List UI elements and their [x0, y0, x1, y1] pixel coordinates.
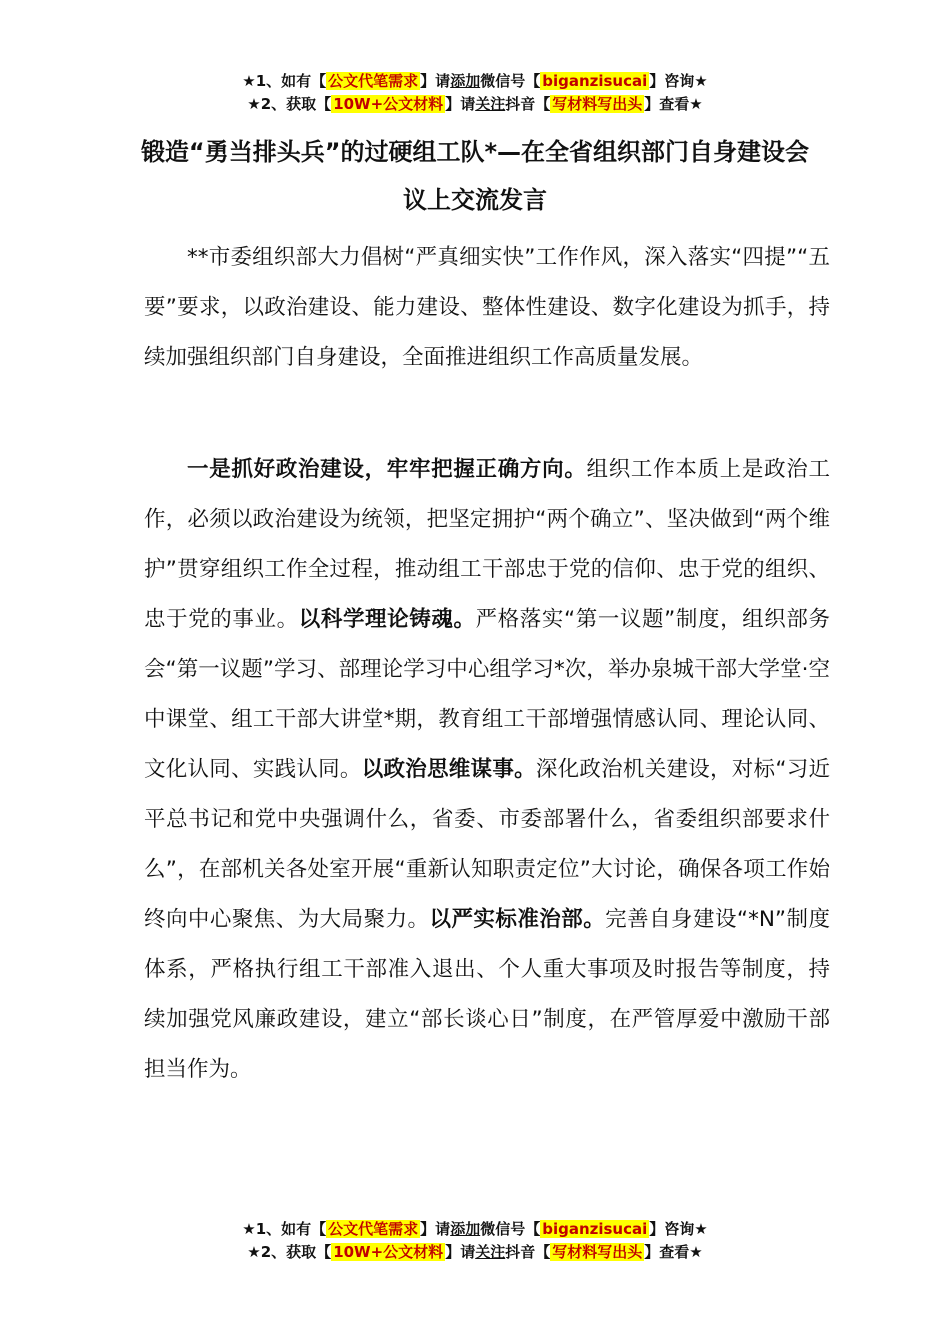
banner-underline: 添加 [450, 1220, 481, 1238]
banner-text: ★1、如有【 [242, 72, 327, 90]
paragraph-text: 严格落实“第一议题”制度，组织部务会“第一议题”学习、部理论学习中心组学习*次，举办泉城干部大学堂·空中课堂、组工干部大讲堂*期，教育组工干部增强情感认同、理论认同、文化认同、实践认同。 [144, 607, 830, 782]
banner-highlight: 公文代笔需求 [328, 72, 419, 90]
subsection-heading: 以科学理论铸魂。 [298, 607, 476, 632]
subsection-heading: 以严实标准治部。 [429, 907, 606, 932]
banner-text: 】请 [420, 1220, 451, 1238]
banner-underline: 关注 [475, 1243, 506, 1261]
banner-underline: 添加 [450, 72, 481, 90]
banner-text: 】请 [445, 1243, 476, 1261]
banner-underline: 关注 [475, 95, 506, 113]
banner-text: ★2、获取【 [247, 1243, 332, 1261]
banner-line-1 [0, 1218, 950, 1241]
banner-highlight: biganzisucai [542, 1220, 648, 1238]
banner-text: 】咨询★ [649, 1220, 708, 1238]
subsection-heading: 以政治思维谋事。 [361, 757, 536, 782]
banner-highlight: 写材料写出头 [552, 1243, 643, 1261]
banner-text: 】查看★ [644, 95, 703, 113]
section-heading: 一是抓好政治建设，牢牢把握正确方向。 [187, 457, 587, 482]
banner-text: ★2、获取【 [247, 95, 332, 113]
banner-highlight: biganzisucai [542, 72, 648, 90]
banner-text: 】查看★ [644, 1243, 703, 1261]
banner-highlight: 公文代笔需求 [328, 1220, 419, 1238]
banner-text: 微信号【 [480, 1220, 541, 1238]
banner-text: 抖音【 [505, 95, 551, 113]
banner-text: 】请 [420, 72, 451, 90]
paragraph-text: 组织工作本质上是政治工作，必须以政治建设为统领，把坚定拥护“两个确立”、坚决做到“两个维护”贯穿组织工作全过程，推动组工干部忠于党的信仰、忠于党的组织、忠于党的事业。 [144, 457, 830, 632]
paragraph-text: 完善自身建设“*N”制度体系，严格执行组工干部准入退出、个人重大事项及时报告等制度，持续加强党风廉政建设，建立“部长谈心日”制度，在严管厚爱中激励干部担当作为。 [144, 907, 830, 1082]
banner-line-2 [0, 1241, 950, 1264]
banner-line-1 [0, 70, 950, 93]
banner-highlight: 写材料写出头 [552, 95, 643, 113]
banner-highlight: 10W+公文材料 [333, 1243, 444, 1261]
banner-text: ★1、如有【 [242, 1220, 327, 1238]
banner-text: 微信号【 [480, 72, 541, 90]
paragraph-text: 深化政治机关建设，对标“习近平总书记和党中央强调什么，省委、市委部署什么，省委组织部要求什么”，在部机关各处室开展“重新认知职责定位”大讨论，确保各项工作始终向中心聚焦、为大局聚力。 [144, 757, 830, 932]
header-banner [0, 70, 950, 116]
banner-line-2 [0, 93, 950, 116]
intro-paragraph: **市委组织部大力倡树“严真细实快”工作作风，深入落实“四提”“五要”要求，以政治建设、能力建设、整体性建设、数字化建设为抓手，持续加强组织部门自身建设，全面推进组织工作高质量发展。 [144, 245, 830, 370]
body-paragraph [144, 445, 830, 1095]
banner-text: 】请 [445, 95, 476, 113]
footer-banner [0, 1218, 950, 1264]
banner-text: 】咨询★ [649, 72, 708, 90]
banner-highlight: 10W+公文材料 [333, 95, 444, 113]
document-title: 锻造“勇当排头兵”的过硬组工队*—在全省组织部门自身建设会议上交流发言 [140, 138, 810, 214]
banner-text: 抖音【 [505, 1243, 551, 1261]
